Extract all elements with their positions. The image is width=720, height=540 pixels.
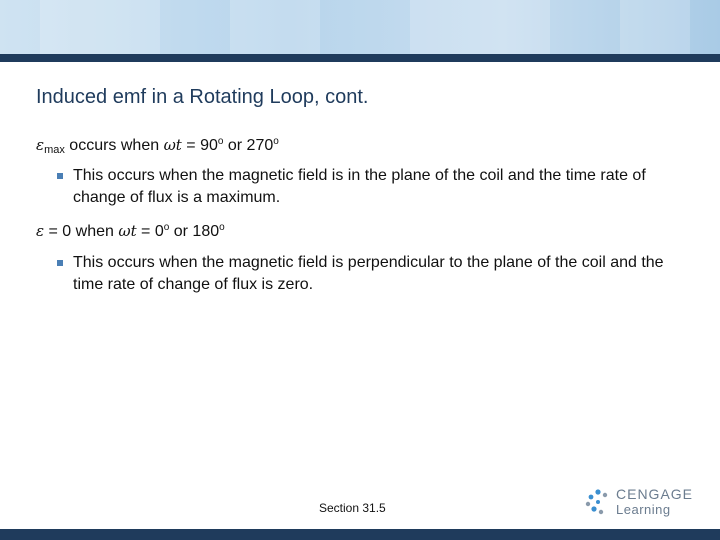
header-panel [410,0,550,54]
slide-title: Induced emf in a Rotating Loop, cont. [36,86,369,108]
point-text: occurs when [64,137,164,154]
emf-symbol: ε [36,136,45,154]
point-text: or 180 [169,223,220,240]
logo-wordmark: CENGAGE [616,486,694,502]
logo-subtitle: Learning [616,502,671,517]
bullet-square-icon [57,260,63,266]
sub-bullet-1 [73,165,693,209]
time-symbol: t [130,222,137,240]
degree-mark: o [273,136,279,147]
point-emf-max [36,136,279,156]
emf-subscript: max [44,144,65,156]
header-panel [230,0,320,54]
point-emf-zero [36,222,225,241]
bullet-text: This occurs when the magnetic field is in the plane of the coil and the time rate of change of flux is a maximum. [73,167,646,206]
omega-symbol: ω [163,136,176,154]
degree-mark: o [163,222,170,233]
point-text: = 90 [181,137,218,154]
emf-symbol: ε [36,222,45,240]
point-text: = 0 when [44,223,119,240]
sub-bullet-2 [73,252,693,296]
omega-symbol: ω [118,222,131,240]
logo-dots-icon [584,488,612,516]
bullet-text: This occurs when the magnetic field is perpendicular to the plane of the coil and the time rate of change of flux is zero. [73,254,664,293]
time-symbol: t [175,136,182,154]
degree-mark: o [219,222,225,233]
cengage-logo [582,484,692,520]
degree-mark: o [217,136,224,147]
header-band [0,0,720,54]
section-footer: Section 31.5 [319,501,386,515]
point-text: = 0 [136,223,164,240]
header-panel [620,0,690,54]
bullet-square-icon [57,173,63,179]
header-rule [0,54,720,62]
footer-rule [0,529,720,540]
point-text: or 270 [223,137,274,154]
header-panel [40,0,160,54]
